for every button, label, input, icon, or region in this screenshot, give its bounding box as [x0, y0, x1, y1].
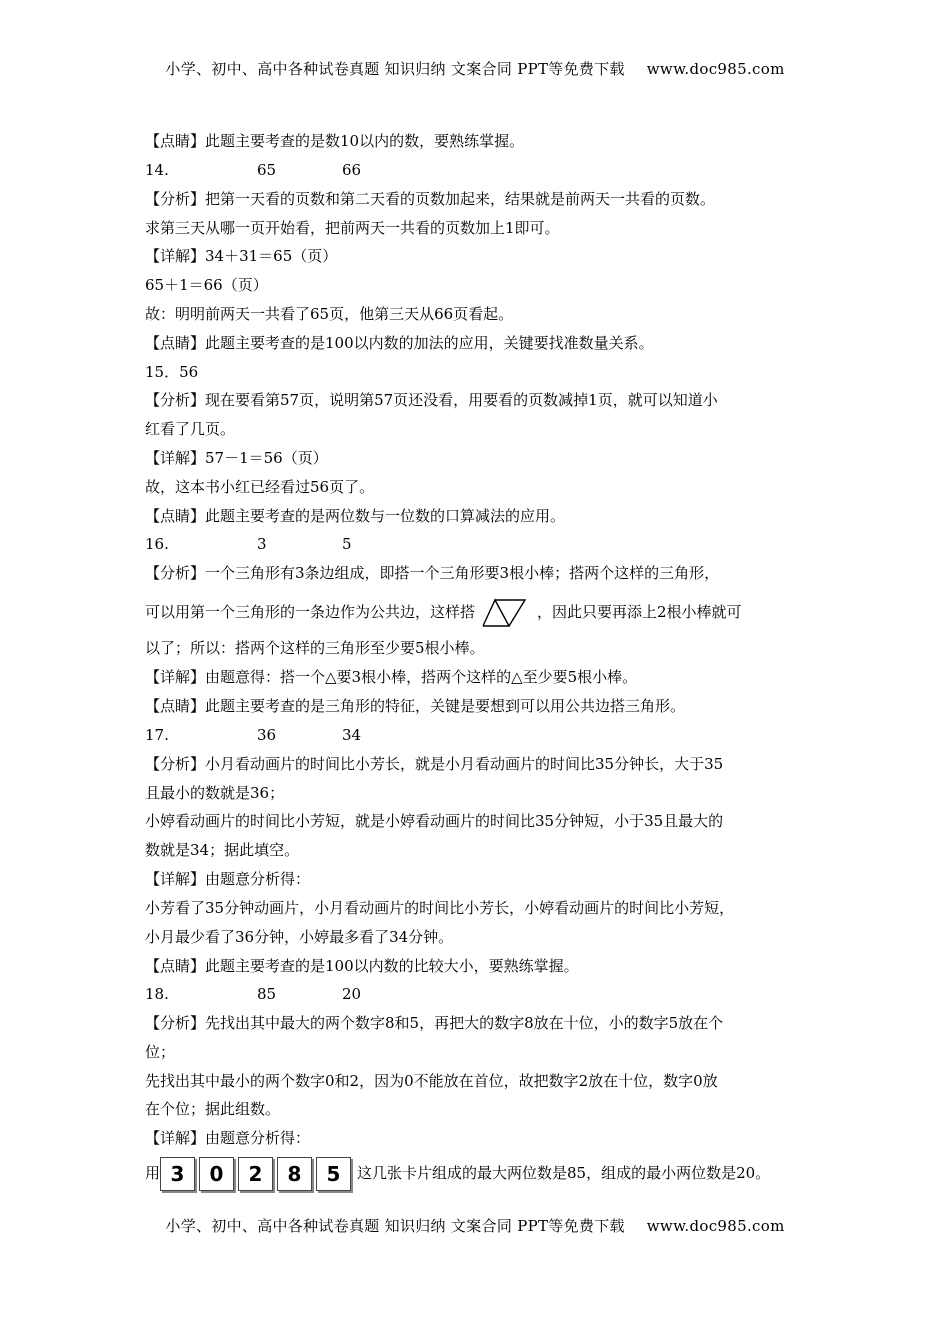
text-line: 【分析】小月看动画片的时间比小芳长，就是小月看动画片的时间比35分钟长，大于35	[145, 755, 724, 773]
question-14	[145, 160, 815, 180]
text-line: 【点睛】此题主要考查的是数10以内的数，要熟练掌握。	[145, 132, 525, 150]
text-segment: 可以用第一个三角形的一条边作为公共边，这样搭	[145, 603, 476, 621]
text-line: 数就是34；据此填空。	[145, 841, 300, 859]
text-line: 【点睛】此题主要考查的是100以内数的加法的应用，关键要找准数量关系。	[145, 334, 654, 352]
answer-2: 20	[342, 985, 362, 1003]
two-triangles-figure	[481, 598, 531, 628]
text-line: 【点睛】此题主要考查的是100以内数的比较大小，要熟练掌握。	[145, 957, 579, 975]
text-line: 位；	[145, 1043, 176, 1061]
text-line-with-cards	[145, 1157, 815, 1191]
text-line: 【点睛】此题主要考查的是两位数与一位数的口算减法的应用。	[145, 507, 566, 525]
text-line: 红看了几页。	[145, 420, 236, 438]
text-line: 【点睛】此题主要考查的是三角形的特征，关键是要想到可以用公共边搭三角形。	[145, 697, 686, 715]
text-line: 小月最少看了36分钟，小婷最多看了34分钟。	[145, 928, 454, 946]
text-line: 【详解】由题意分析得：	[145, 1129, 311, 1147]
text-line: 【详解】由题意分析得：	[145, 870, 311, 888]
text-segment: 用	[145, 1164, 161, 1182]
text-line: 【分析】一个三角形有3条边组成，即搭一个三角形要3根小棒；搭两个这样的三角形，	[145, 564, 720, 582]
footer-url[interactable]: www.doc985.com	[646, 1217, 785, 1235]
text-line-with-figure	[145, 598, 815, 628]
answer-1: 36	[257, 726, 277, 744]
text-line: 65＋1＝66（页）	[145, 276, 268, 294]
text-line: 【分析】先找出其中最大的两个数字8和5，再把大的数字8放在十位，小的数字5放在个	[145, 1014, 724, 1032]
text-line: 且最小的数就是36；	[145, 784, 285, 802]
text-line: 故，这本书小红已经看过56页了。	[145, 478, 375, 496]
digit-card: 5	[316, 1157, 351, 1191]
digit-card: 8	[277, 1157, 312, 1191]
question-15: 15．56	[145, 363, 199, 381]
text-line: 小芳看了35分钟动画片，小月看动画片的时间比小芳长，小婷看动画片的时间比小芳短，	[145, 899, 735, 917]
text-line: 先找出其中最小的两个数字0和2，因为0不能放在首位，故把数字2放在十位，数字0放	[145, 1072, 718, 1090]
digit-card: 3	[160, 1157, 195, 1191]
text-line: 【详解】57－1＝56（页）	[145, 449, 328, 467]
answer-1: 3	[257, 535, 267, 553]
question-number: 17.	[145, 726, 169, 744]
text-line: 故：明明前两天一共看了65页，他第三天从66页看起。	[145, 305, 514, 323]
answer-2: 5	[342, 535, 352, 553]
digit-cards	[160, 1157, 355, 1191]
answer-2: 34	[342, 726, 362, 744]
page-header	[0, 58, 950, 79]
question-17	[145, 725, 815, 745]
text-line: 【详解】34＋31＝65（页）	[145, 247, 338, 265]
header-text: 小学、初中、高中各种试卷真题 知识归纳 文案合同 PPT等免费下载	[165, 60, 625, 78]
footer-text: 小学、初中、高中各种试卷真题 知识归纳 文案合同 PPT等免费下载	[165, 1217, 625, 1235]
text-line: 【分析】现在要看第57页，说明第57页还没看，用要看的页数减掉1页，就可以知道小	[145, 391, 718, 409]
question-number: 14.	[145, 161, 169, 179]
question-18	[145, 984, 815, 1004]
text-segment: ，因此只要再添上2根小棒就可	[537, 603, 742, 621]
text-line: 【详解】由题意得：搭一个△要3根小棒，搭两个这样的△至少要5根小棒。	[145, 668, 638, 686]
text-line: 在个位；据此组数。	[145, 1100, 281, 1118]
text-segment: 这几张卡片组成的最大两位数是85，组成的最小两位数是20。	[357, 1164, 771, 1182]
page-footer	[0, 1215, 950, 1236]
header-url[interactable]: www.doc985.com	[646, 60, 785, 78]
text-line: 求第三天从哪一页开始看，把前两天一共看的页数加上1即可。	[145, 219, 560, 237]
answer-1: 85	[257, 985, 277, 1003]
question-16	[145, 534, 815, 554]
text-line: 以了；所以：搭两个这样的三角形至少要5根小棒。	[145, 639, 485, 657]
question-number: 16.	[145, 535, 169, 553]
text-line: 小婷看动画片的时间比小芳短，就是小婷看动画片的时间比35分钟短，小于35且最大的	[145, 812, 724, 830]
question-number: 18.	[145, 985, 169, 1003]
digit-card: 0	[199, 1157, 234, 1191]
digit-card: 2	[238, 1157, 273, 1191]
answer-1: 65	[257, 161, 277, 179]
answer-2: 66	[342, 161, 362, 179]
text-line: 【分析】把第一天看的页数和第二天看的页数加起来，结果就是前两天一共看的页数。	[145, 190, 716, 208]
